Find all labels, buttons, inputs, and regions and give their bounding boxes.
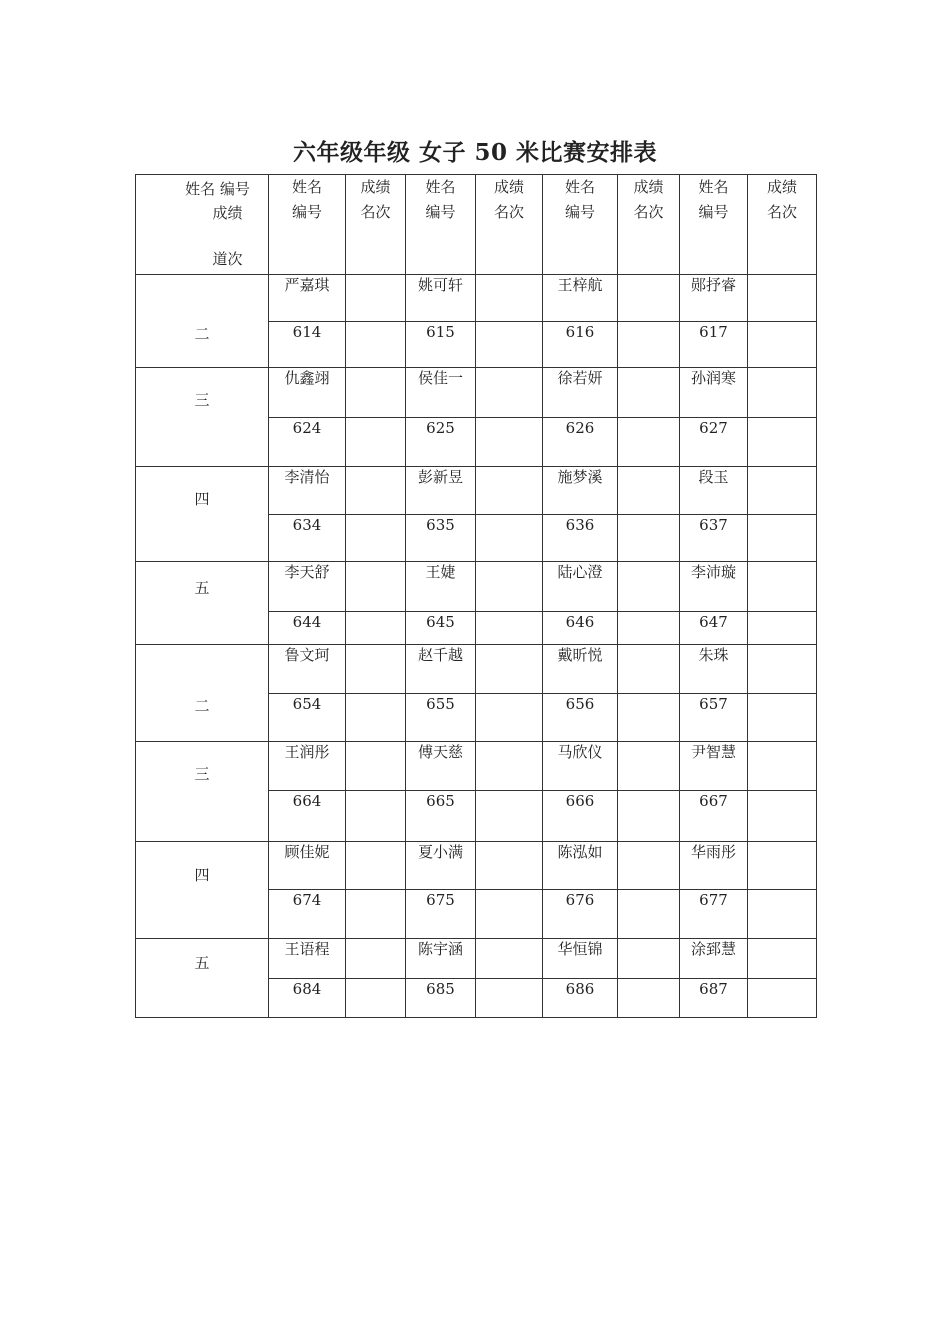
- athlete-name-cell: 陈宇涵: [406, 939, 476, 979]
- athlete-name-cell: 侯佳一: [406, 368, 476, 418]
- athlete-id-cell: 657: [680, 694, 748, 742]
- schedule-body: [136, 275, 817, 1018]
- name-col-header: 姓名 编号: [269, 175, 346, 275]
- athlete-name-cell: 王婕: [406, 562, 476, 612]
- athlete-name-cell: 李清怡: [269, 467, 346, 515]
- score-cell: [748, 418, 817, 467]
- athlete-id-cell: 614: [269, 322, 346, 368]
- lane-label: 三: [194, 765, 210, 783]
- score-cell: [476, 939, 543, 979]
- athlete-name-cell: 赵千越: [406, 645, 476, 694]
- score-cell: [618, 979, 680, 1018]
- athlete-id-cell: 645: [406, 612, 476, 645]
- score-cell: [748, 979, 817, 1018]
- athlete-id-cell: 636: [543, 515, 618, 562]
- score-col-header: 成绩 名次: [618, 175, 680, 275]
- athlete-name-cell: 李天舒: [269, 562, 346, 612]
- score-cell: [618, 275, 680, 322]
- athlete-name-cell: 王润彤: [269, 742, 346, 791]
- score-cell: [476, 322, 543, 368]
- score-cell: [618, 612, 680, 645]
- name-row: [136, 467, 817, 515]
- athlete-name-cell: 仇鑫翊: [269, 368, 346, 418]
- athlete-id-cell: 664: [269, 791, 346, 842]
- score-cell: [346, 842, 406, 890]
- score-cell: [748, 694, 817, 742]
- score-col-header: 成绩 名次: [476, 175, 543, 275]
- score-cell: [748, 791, 817, 842]
- score-cell: [346, 515, 406, 562]
- athlete-id-cell: 624: [269, 418, 346, 467]
- name-row: [136, 742, 817, 791]
- lane-label: 二: [194, 696, 210, 715]
- score-cell: [346, 939, 406, 979]
- score-cell: [618, 791, 680, 842]
- score-cell: [748, 275, 817, 322]
- athlete-name-cell: 徐若妍: [543, 368, 618, 418]
- athlete-name-cell: 鲁文珂: [269, 645, 346, 694]
- score-cell: [346, 979, 406, 1018]
- name-row: [136, 562, 817, 612]
- score-cell: [476, 418, 543, 467]
- score-cell: [346, 791, 406, 842]
- lane-cell: [136, 842, 269, 939]
- score-cell: [748, 842, 817, 890]
- lane-cell: [136, 742, 269, 842]
- lane-cell: [136, 562, 269, 645]
- athlete-name-cell: 华恒锦: [543, 939, 618, 979]
- athlete-id-cell: 615: [406, 322, 476, 368]
- score-cell: [618, 742, 680, 791]
- athlete-id-cell: 674: [269, 890, 346, 939]
- athlete-name-cell: 陆心澄: [543, 562, 618, 612]
- score-col-header: 成绩 名次: [748, 175, 817, 275]
- score-cell: [346, 742, 406, 791]
- score-cell: [618, 562, 680, 612]
- score-cell: [618, 322, 680, 368]
- athlete-id-cell: 625: [406, 418, 476, 467]
- athlete-name-cell: 涂郅慧: [680, 939, 748, 979]
- lane-label: 五: [194, 953, 210, 972]
- corner-name-id-label: 姓名 编号: [185, 180, 250, 198]
- athlete-id-cell: 654: [269, 694, 346, 742]
- athlete-id-cell: 676: [543, 890, 618, 939]
- athlete-name-cell: 施梦溪: [543, 467, 618, 515]
- lane-label: 三: [194, 390, 210, 409]
- score-cell: [476, 467, 543, 515]
- athlete-name-cell: 李沛璇: [680, 562, 748, 612]
- athlete-id-cell: 684: [269, 979, 346, 1018]
- name-col-header: 姓名 编号: [543, 175, 618, 275]
- score-cell: [748, 562, 817, 612]
- score-cell: [346, 418, 406, 467]
- athlete-name-cell: 傅天慈: [406, 742, 476, 791]
- name-col-header: 姓名 编号: [680, 175, 748, 275]
- score-cell: [346, 645, 406, 694]
- score-cell: [618, 890, 680, 939]
- score-cell: [346, 562, 406, 612]
- lane-label: 五: [194, 578, 210, 597]
- corner-score-label: 成绩: [212, 204, 243, 222]
- athlete-id-cell: 655: [406, 694, 476, 742]
- lane-label: 二: [194, 324, 210, 343]
- score-cell: [618, 418, 680, 467]
- score-cell: [346, 467, 406, 515]
- lane-cell: [136, 368, 269, 467]
- athlete-name-cell: 王梓航: [543, 275, 618, 322]
- athlete-id-cell: 665: [406, 791, 476, 842]
- lane-cell: [136, 939, 269, 1018]
- name-row: [136, 275, 817, 322]
- score-cell: [346, 275, 406, 322]
- score-cell: [748, 467, 817, 515]
- athlete-name-cell: 姚可轩: [406, 275, 476, 322]
- athlete-id-cell: 637: [680, 515, 748, 562]
- score-cell: [346, 694, 406, 742]
- score-cell: [748, 368, 817, 418]
- athlete-id-cell: 627: [680, 418, 748, 467]
- athlete-id-cell: 646: [543, 612, 618, 645]
- score-cell: [476, 791, 543, 842]
- score-cell: [476, 275, 543, 322]
- score-cell: [476, 562, 543, 612]
- athlete-id-cell: 686: [543, 979, 618, 1018]
- athlete-name-cell: 顾佳妮: [269, 842, 346, 890]
- lane-cell: [136, 275, 269, 368]
- athlete-id-cell: 656: [543, 694, 618, 742]
- score-cell: [618, 939, 680, 979]
- athlete-id-cell: 677: [680, 890, 748, 939]
- score-cell: [748, 645, 817, 694]
- athlete-id-cell: 685: [406, 979, 476, 1018]
- score-cell: [476, 694, 543, 742]
- athlete-name-cell: 夏小满: [406, 842, 476, 890]
- athlete-id-cell: 616: [543, 322, 618, 368]
- athlete-name-cell: 朱珠: [680, 645, 748, 694]
- score-cell: [748, 612, 817, 645]
- athlete-name-cell: 郧抒睿: [680, 275, 748, 322]
- score-cell: [618, 694, 680, 742]
- athlete-id-cell: 666: [543, 791, 618, 842]
- athlete-name-cell: 王语程: [269, 939, 346, 979]
- score-cell: [748, 939, 817, 979]
- corner-header-cell: [136, 175, 269, 275]
- athlete-id-cell: 635: [406, 515, 476, 562]
- score-cell: [748, 890, 817, 939]
- score-cell: [748, 742, 817, 791]
- score-cell: [618, 515, 680, 562]
- lane-label: 四: [194, 489, 210, 508]
- score-cell: [476, 890, 543, 939]
- athlete-name-cell: 彭新昱: [406, 467, 476, 515]
- name-row: [136, 939, 817, 979]
- corner-lane-label: 道次: [212, 250, 243, 268]
- athlete-id-cell: 667: [680, 791, 748, 842]
- score-cell: [476, 645, 543, 694]
- score-cell: [476, 368, 543, 418]
- athlete-id-cell: 626: [543, 418, 618, 467]
- name-col-header: 姓名 编号: [406, 175, 476, 275]
- score-cell: [476, 979, 543, 1018]
- schedule-table: [135, 174, 817, 1018]
- athlete-name-cell: 尹智慧: [680, 742, 748, 791]
- athlete-id-cell: 634: [269, 515, 346, 562]
- score-cell: [618, 645, 680, 694]
- score-cell: [346, 322, 406, 368]
- lane-label: 四: [194, 865, 210, 884]
- athlete-id-cell: 687: [680, 979, 748, 1018]
- athlete-id-cell: 617: [680, 322, 748, 368]
- score-cell: [618, 467, 680, 515]
- athlete-name-cell: 华雨彤: [680, 842, 748, 890]
- athlete-id-cell: 644: [269, 612, 346, 645]
- athlete-name-cell: 段玉: [680, 467, 748, 515]
- score-col-header: 成绩 名次: [346, 175, 406, 275]
- lane-cell: [136, 645, 269, 742]
- athlete-id-cell: 675: [406, 890, 476, 939]
- athlete-name-cell: 马欣仪: [543, 742, 618, 791]
- lane-cell: [136, 467, 269, 562]
- athlete-name-cell: 孙润寒: [680, 368, 748, 418]
- score-cell: [346, 890, 406, 939]
- name-row: [136, 842, 817, 890]
- score-cell: [748, 515, 817, 562]
- score-cell: [476, 842, 543, 890]
- score-cell: [476, 742, 543, 791]
- score-cell: [618, 368, 680, 418]
- score-cell: [346, 368, 406, 418]
- athlete-id-cell: 647: [680, 612, 748, 645]
- score-cell: [748, 322, 817, 368]
- score-cell: [476, 515, 543, 562]
- athlete-name-cell: 戴昕悦: [543, 645, 618, 694]
- score-cell: [346, 612, 406, 645]
- name-row: [136, 645, 817, 694]
- header-row: [136, 175, 817, 275]
- athlete-name-cell: 陈泓如: [543, 842, 618, 890]
- name-row: [136, 368, 817, 418]
- page-title: 六年级年级 女子 50 米比赛安排表: [292, 139, 658, 166]
- athlete-name-cell: 严嘉琪: [269, 275, 346, 322]
- score-cell: [618, 842, 680, 890]
- score-cell: [476, 612, 543, 645]
